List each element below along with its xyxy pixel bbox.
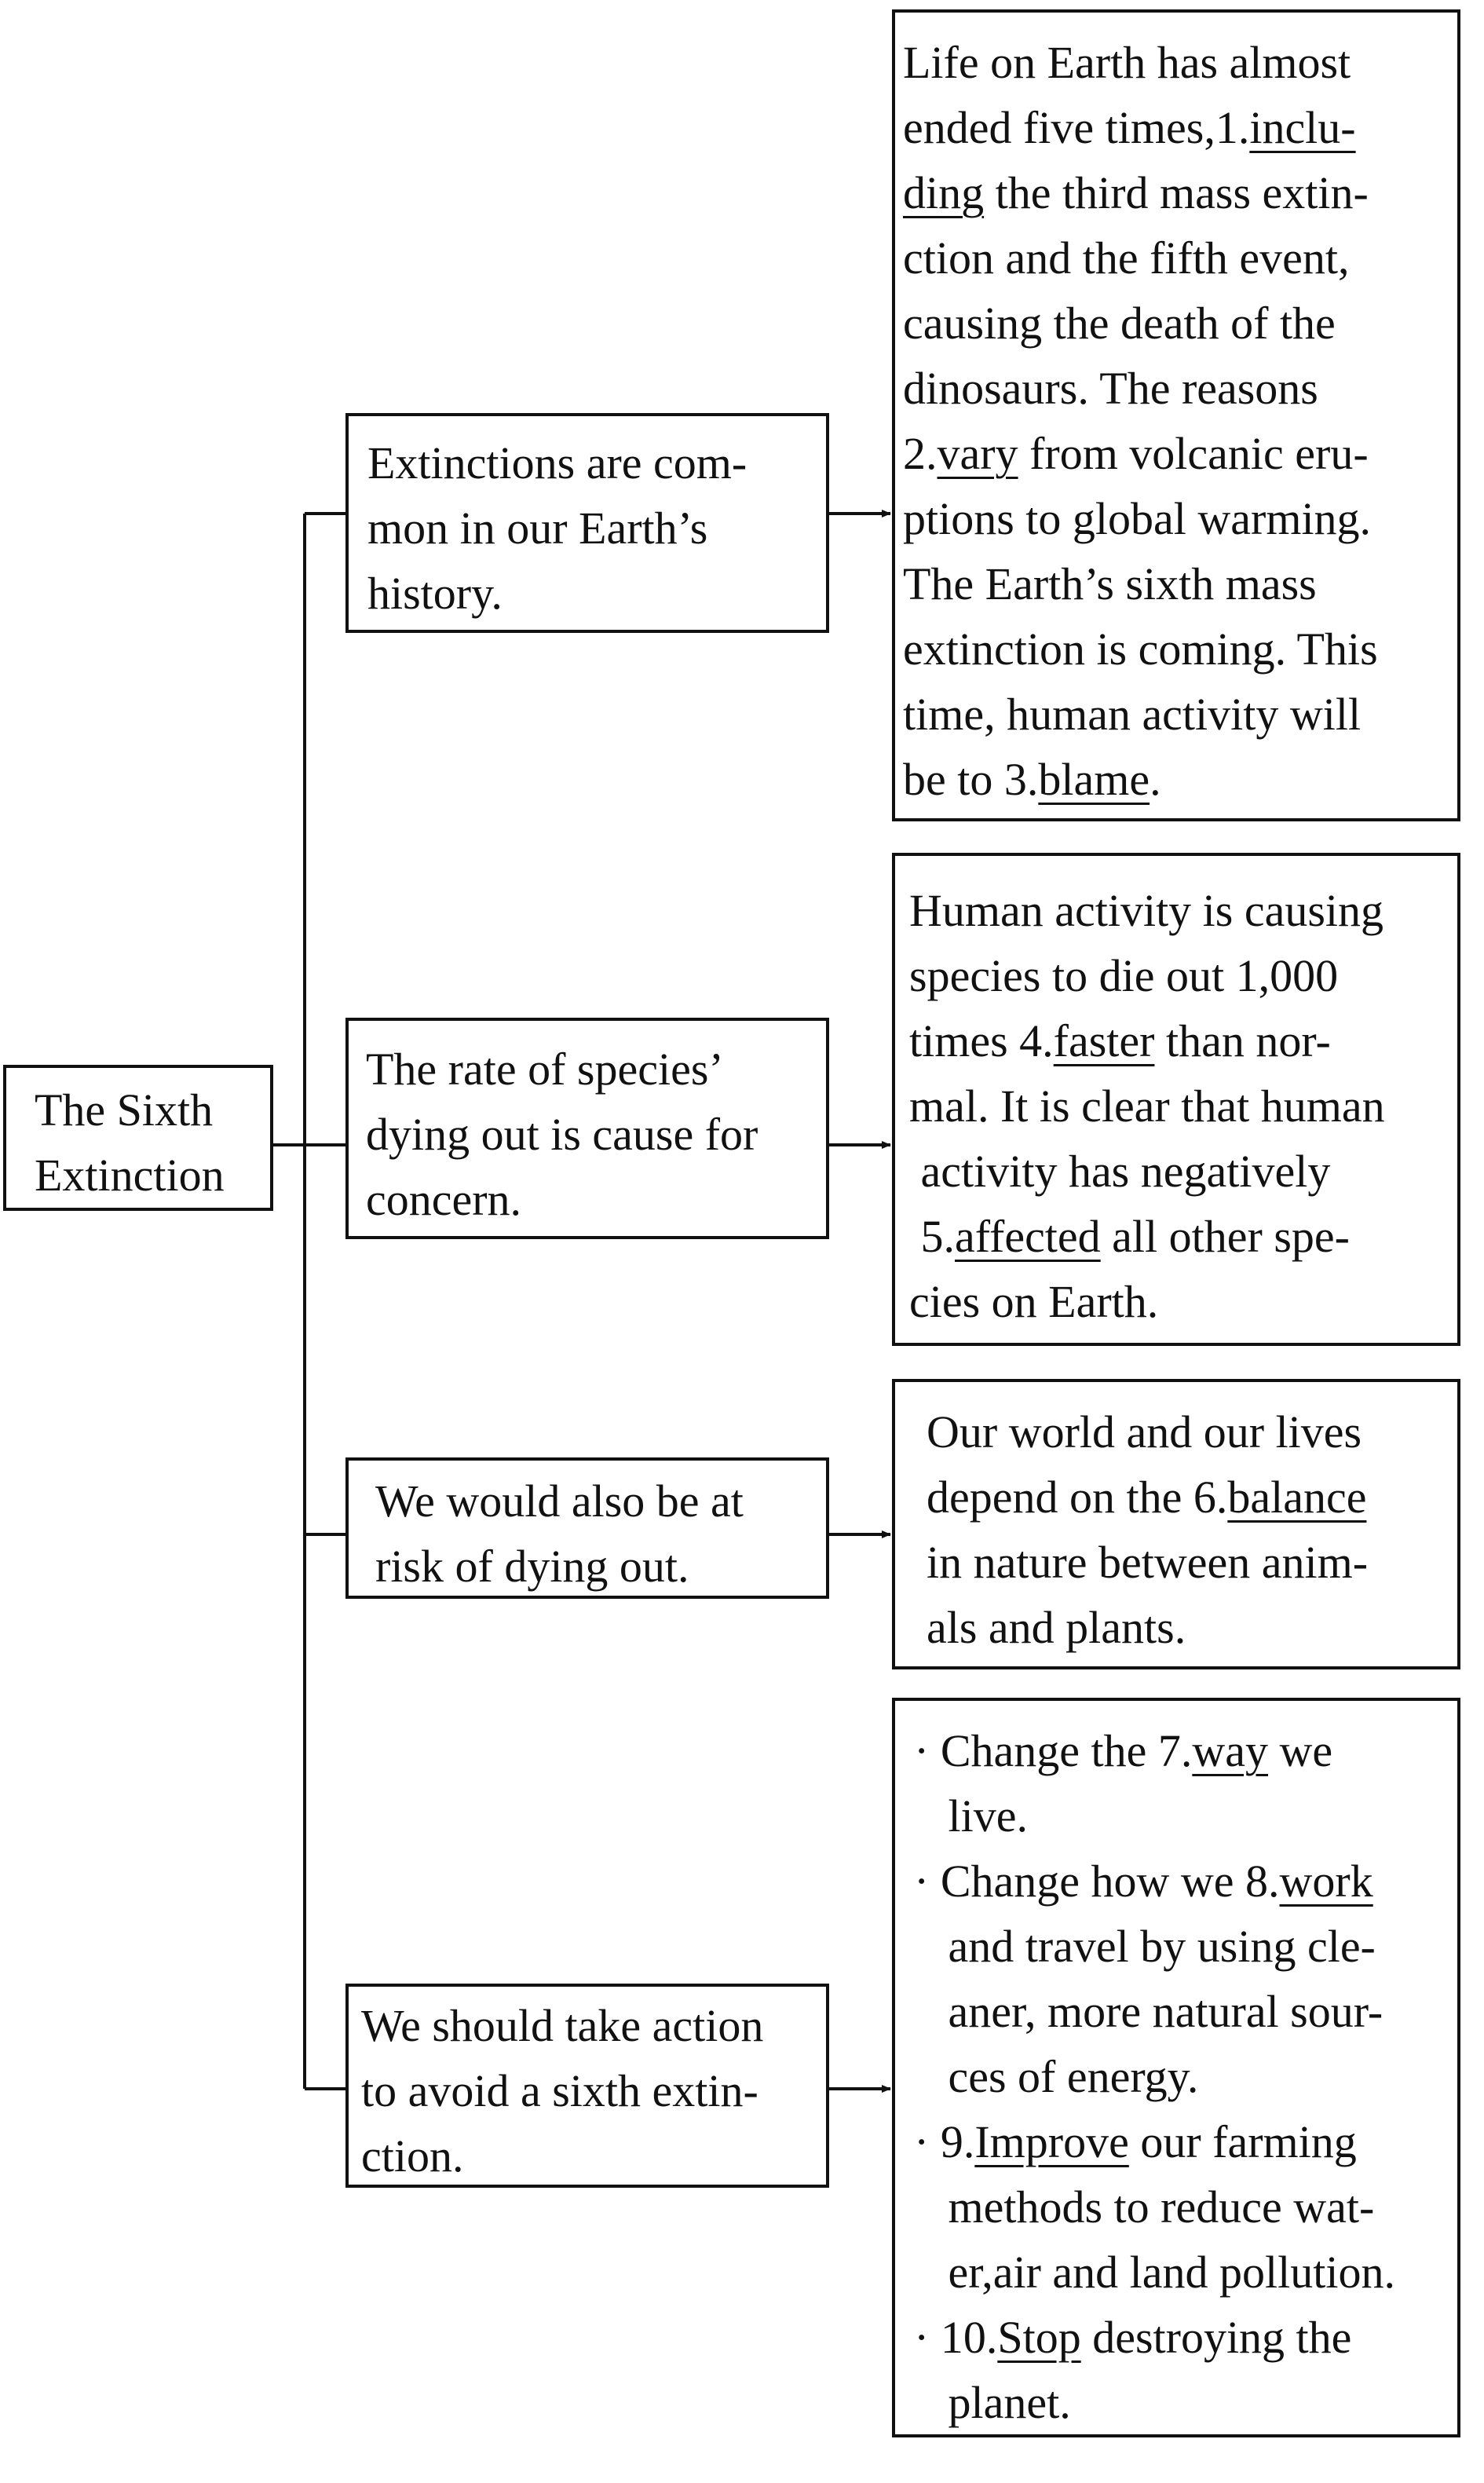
detail-line <box>914 2174 1457 2240</box>
branch-detail-1 <box>892 9 1460 821</box>
branch-label-2-line-1: The rate of species’ <box>366 1044 724 1095</box>
branch-detail-4 <box>892 1698 1460 2437</box>
root-line-2: Extinction <box>35 1150 225 1201</box>
answer-word: work <box>1279 1856 1373 1907</box>
detail-line <box>909 1269 1457 1334</box>
detail-line <box>909 1204 1457 1269</box>
branch-label-4-line-1: We should take action <box>361 2000 764 2051</box>
detail-text: Human activity is causing <box>909 885 1384 936</box>
detail-text: ended five times,1. <box>903 102 1250 153</box>
detail-line <box>914 2044 1457 2109</box>
branch-label-3-line-2: risk of dying out. <box>375 1541 689 1592</box>
detail-line <box>903 682 1457 747</box>
detail-line <box>927 1399 1457 1465</box>
answer-word: Improve <box>974 2116 1129 2167</box>
answer-word: way <box>1192 1725 1268 1776</box>
detail-text: als and plants. <box>927 1602 1186 1653</box>
detail-text: ces of energy. <box>914 2051 1199 2102</box>
detail-text: activity has negatively <box>909 1146 1331 1197</box>
detail-line <box>914 2370 1457 2435</box>
detail-text: than nor- <box>1154 1015 1331 1066</box>
branch-detail-3 <box>892 1379 1460 1669</box>
detail-text: our farming <box>1128 2116 1357 2167</box>
branch-label-2-line-2: dying out is cause for <box>366 1109 758 1160</box>
branch-label-1-line-1: Extinctions are com- <box>367 437 747 488</box>
detail-text: er,air and land pollution. <box>914 2247 1395 2298</box>
detail-text: be to 3. <box>903 754 1039 805</box>
detail-line <box>903 747 1457 812</box>
detail-text: planet. <box>914 2377 1071 2428</box>
detail-text: Our world and our lives <box>927 1406 1362 1457</box>
detail-line <box>909 1008 1457 1073</box>
branch-label-4-line-2: to avoid a sixth extin- <box>361 2065 758 2116</box>
branch-detail-2 <box>892 853 1460 1346</box>
detail-text: 5. <box>909 1211 955 1262</box>
detail-line <box>909 943 1457 1008</box>
answer-word: blame <box>1038 754 1150 805</box>
detail-line <box>903 225 1457 291</box>
detail-text: from volcanic eru- <box>1018 428 1369 479</box>
branch-label-4-line-3: ction. <box>361 2130 464 2181</box>
detail-line <box>914 2240 1457 2305</box>
branch-label-4 <box>345 1984 829 2188</box>
detail-line <box>909 878 1457 943</box>
detail-text: causing the death of the <box>903 298 1336 349</box>
detail-text: · Change the 7. <box>914 1725 1193 1776</box>
detail-line <box>914 1718 1457 1783</box>
detail-text: ction and the fifth event, <box>903 232 1350 283</box>
branch-label-3 <box>345 1457 829 1599</box>
detail-text: 2. <box>903 428 938 479</box>
detail-line <box>903 616 1457 682</box>
detail-line <box>903 421 1457 486</box>
detail-text: destroying the <box>1080 2312 1352 2363</box>
detail-text: live. <box>914 1790 1028 1841</box>
detail-line <box>927 1465 1457 1530</box>
detail-text: extinction is coming. This <box>903 623 1378 675</box>
answer-word: faster <box>1053 1015 1155 1066</box>
detail-text: ptions to global warming. <box>903 493 1372 544</box>
detail-line <box>903 356 1457 421</box>
detail-line <box>914 1849 1457 1914</box>
detail-line <box>914 2305 1457 2370</box>
detail-line <box>914 2109 1457 2174</box>
branch-label-1 <box>345 413 829 633</box>
detail-line <box>903 551 1457 616</box>
detail-text: mal. It is clear that human <box>909 1081 1385 1132</box>
detail-text: we <box>1267 1725 1333 1776</box>
detail-text: cies on Earth. <box>909 1276 1159 1327</box>
detail-text: in nature between anim- <box>927 1537 1369 1588</box>
detail-line <box>914 1783 1457 1849</box>
branch-label-2-line-3: concern. <box>366 1174 522 1225</box>
detail-text: . <box>1150 754 1161 805</box>
detail-line <box>903 30 1457 95</box>
detail-line <box>909 1073 1457 1139</box>
detail-line <box>903 291 1457 356</box>
branch-label-3-line-1: We would also be at <box>375 1476 744 1527</box>
detail-line <box>903 486 1457 551</box>
detail-text: time, human activity will <box>903 689 1362 740</box>
detail-line <box>927 1595 1457 1660</box>
detail-text: times 4. <box>909 1015 1054 1066</box>
detail-text: dinosaurs. The reasons <box>903 363 1318 414</box>
detail-text: · 9. <box>914 2116 975 2167</box>
detail-text: the third mass extin- <box>984 167 1369 218</box>
answer-word: ding <box>903 167 985 218</box>
detail-line <box>903 160 1457 225</box>
answer-word: vary <box>937 428 1018 479</box>
detail-text: depend on the 6. <box>927 1472 1228 1523</box>
detail-line <box>914 1914 1457 1979</box>
detail-line <box>909 1139 1457 1204</box>
answer-word: balance <box>1227 1472 1367 1523</box>
answer-word: Stop <box>997 2312 1081 2363</box>
detail-text: species to die out 1,000 <box>909 950 1339 1001</box>
answer-word: inclu- <box>1249 102 1356 153</box>
branch-label-2 <box>345 1018 829 1239</box>
answer-word: affected <box>955 1211 1101 1262</box>
detail-text: aner, more natural sour- <box>914 1986 1383 2037</box>
detail-text: and travel by using cle- <box>914 1921 1376 1972</box>
detail-text: Life on Earth has almost <box>903 37 1351 88</box>
detail-line <box>903 95 1457 160</box>
detail-text: · Change how we 8. <box>914 1856 1280 1907</box>
detail-line <box>927 1530 1457 1595</box>
detail-text: The Earth’s sixth mass <box>903 558 1317 609</box>
detail-text: methods to reduce wat- <box>914 2181 1375 2233</box>
detail-text: · 10. <box>914 2312 998 2363</box>
root-line-1: The Sixth <box>35 1084 214 1135</box>
branch-label-1-line-3: history. <box>367 568 503 619</box>
branch-label-1-line-2: mon in our Earth’s <box>367 503 708 554</box>
detail-text: all other spe- <box>1100 1211 1350 1262</box>
detail-line <box>914 1979 1457 2044</box>
root-node <box>3 1065 273 1211</box>
